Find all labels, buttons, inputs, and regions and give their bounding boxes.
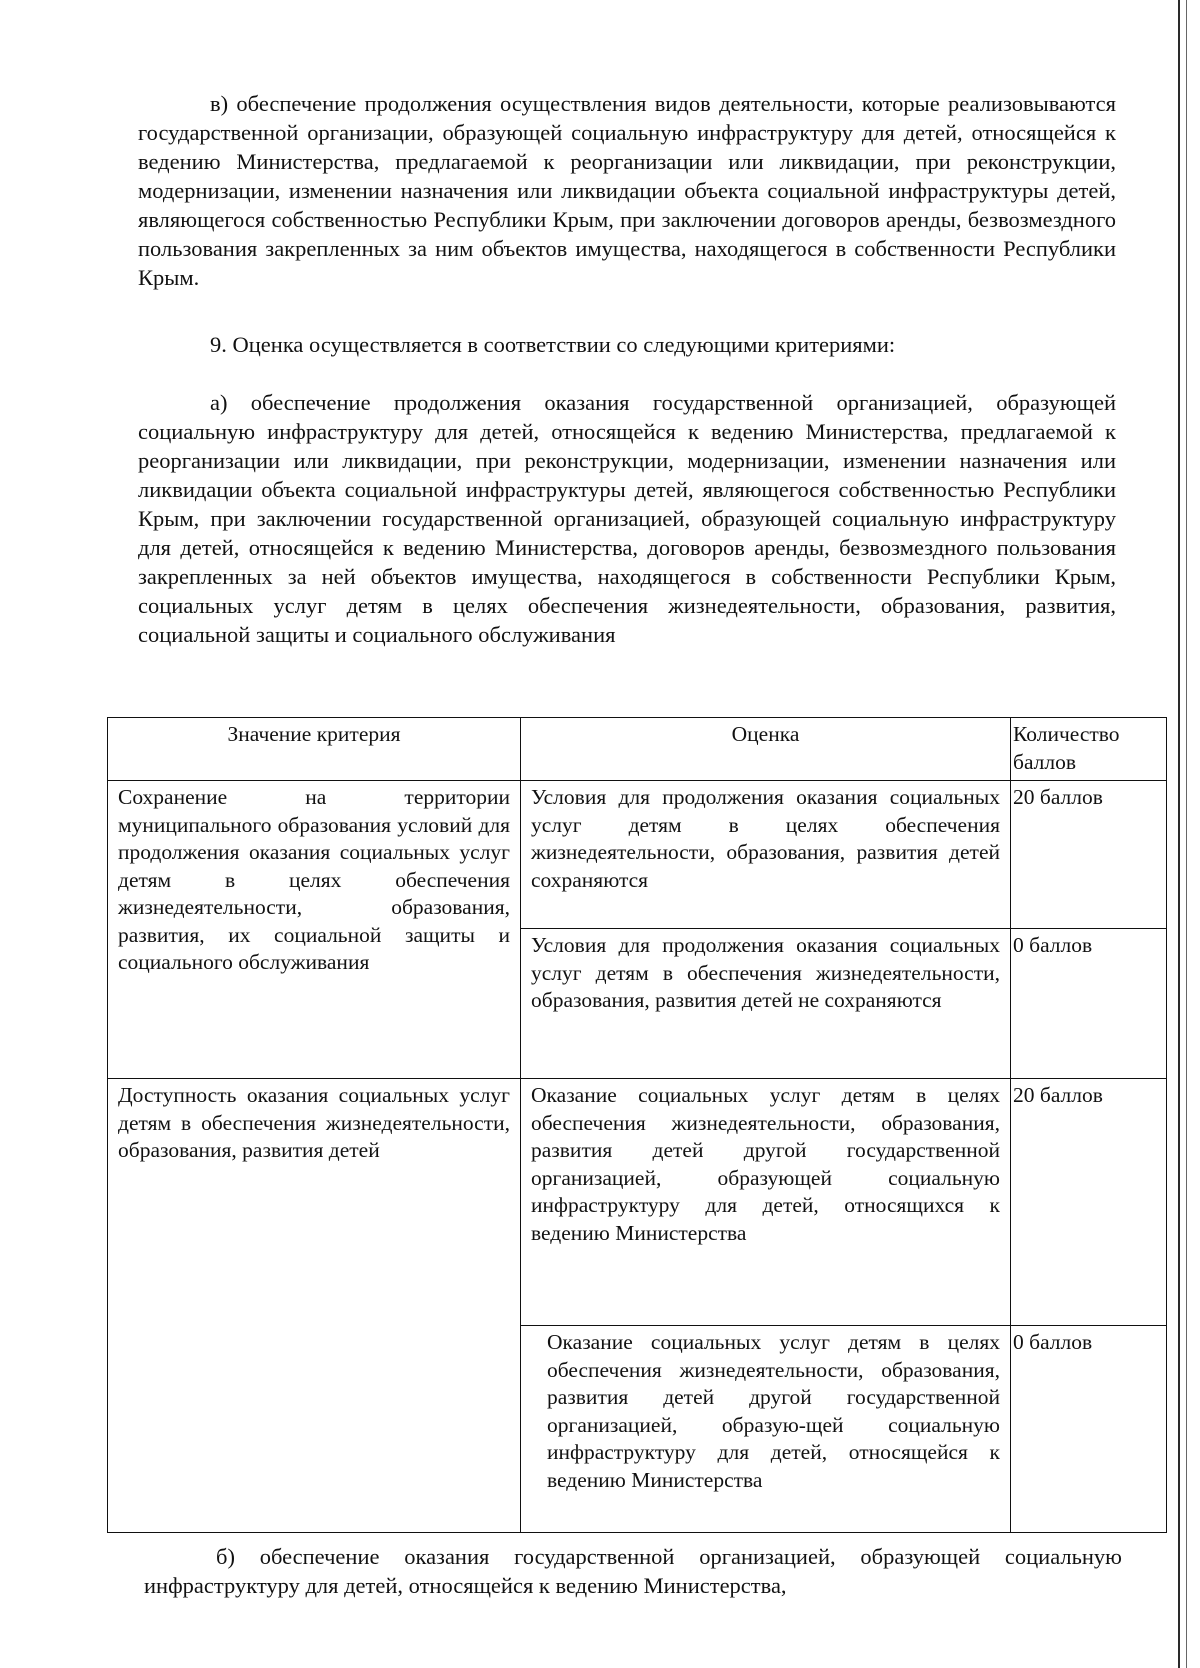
header-points: Количество баллов (1011, 718, 1167, 781)
paragraph-b: б) обеспечение оказания государственной организацией, образующей социальную инфраструктуру для детей, относящейся к ведению Министерства, (144, 1544, 1122, 1598)
header-assessment: Оценка (521, 718, 1011, 781)
table-row (108, 1079, 1167, 1326)
assessment-cell: Оказание социальных услуг детям в целях обеспечения жизнедеятельности, образования, развития детей другой государственной организацией, образую-щей социальную инфраструктуру для детей, относящейся к ведению Министерства (521, 1326, 1011, 1533)
paragraph-v: в) обеспечение продолжения осуществления видов деятельности, которые реализовываются государственной организации, образующей социальную инфраструктуру для детей, относящейся к ведению Министерства, предлагаемой к реорганизации или ликвидации, при реконструкции, модернизации, изменении назначения или ликвидации объекта социальной инфраструктуры детей, являющегося собственностью Республики Крым, при заключении договоров аренды, безвозмездного пользования закрепленных за ним объектов имущества, находящегося в собственности Республики Крым. (138, 91, 1116, 290)
header-criterion: Значение критерия (108, 718, 521, 781)
points-cell: 20 баллов (1011, 781, 1167, 929)
table-row (108, 781, 1167, 929)
criterion-cell: Сохранение на территории муниципального образования условий для продолжения оказания социальных услуг детям в целях обеспечения жизнедеятельности, образования, развития, их социальной защиты и социального обслуживания (108, 781, 521, 1079)
assessment-cell: Оказание социальных услуг детям в целях обеспечения жизнедеятельности, образования, развития детей другой государственной организацией, образующей социальную инфраструктуру для детей, относящихся к ведению Министерства (521, 1079, 1011, 1326)
paragraph-9: 9. Оценка осуществляется в соответствии со следующими критериями: (210, 332, 896, 357)
criteria-table (107, 717, 1167, 1533)
page-edge-line (1178, 0, 1180, 1668)
assessment-cell: Условия для продолжения оказания социальных услуг детям в обеспечения жизнедеятельности, образования, развития детей не сохраняются (521, 929, 1011, 1079)
assessment-cell: Условия для продолжения оказания социальных услуг детям в целях обеспечения жизнедеятельности, образования, развития детей сохраняются (521, 781, 1011, 929)
criterion-cell: Доступность оказания социальных услуг детям в обеспечения жизнедеятельности, образования, развития детей (108, 1079, 521, 1533)
points-cell: 20 баллов (1011, 1079, 1167, 1326)
points-cell: 0 баллов (1011, 929, 1167, 1079)
table-header-row (108, 718, 1167, 781)
page-edge-line-inner (1186, 0, 1187, 1668)
paragraph-a: а) обеспечение продолжения оказания государственной организацией, образующей социальную инфраструктуру для детей, относящейся к ведению Министерства, предлагаемой к реорганизации или ликвидации, при реконструкции, модернизации, изменении назначения или ликвидации объекта социальной инфраструктуры детей, являющегося собственностью Республики Крым, при заключении государственной организацией, образующей социальную инфраструктуру для детей, относящейся к ведению Министерства, договоров аренды, безвозмездного пользования закрепленных за ней объектов имущества, находящегося в собственности Республики Крым, социальных услуг детям в целях обеспечения жизнедеятельности, образования, развития, социальной защиты и социального обслуживания (138, 390, 1116, 647)
points-cell: 0 баллов (1011, 1326, 1167, 1533)
